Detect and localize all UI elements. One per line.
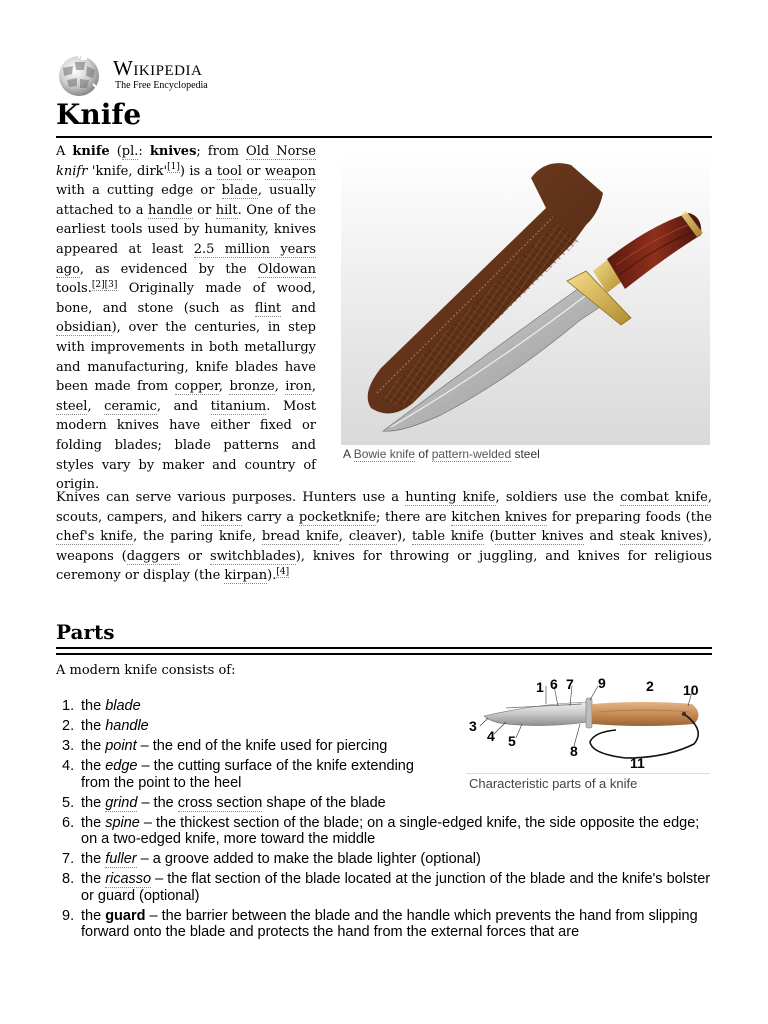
list-item: 3. the point – the end of the knife used for piercing — [62, 738, 388, 754]
list-item: 7. the fuller – a groove added to make the blade lighter (optional) — [62, 851, 481, 867]
link-kirpan[interactable]: kirpan — [224, 568, 268, 584]
citation-3[interactable]: [3] — [104, 279, 118, 290]
list-item: 6. the spine – the thickest section of the blade; on a single-edged knife, the side opposite the edge; on a two-edged knife, more toward the middle — [62, 814, 700, 847]
diagram-label-2: 2 — [646, 678, 654, 694]
link-copper[interactable]: copper — [174, 379, 219, 395]
link-ricasso[interactable]: ricasso — [105, 871, 152, 887]
link-bronze[interactable]: bronze — [229, 379, 275, 395]
link-iron[interactable]: iron — [285, 379, 312, 395]
diagram-label-3: 3 — [469, 718, 477, 734]
wikipedia-globe-icon — [55, 54, 103, 98]
link-table-knife[interactable]: table knife — [411, 529, 484, 545]
list-item: 9. the guard – the barrier between the blade and the handle which prevents the hand from slipping forward onto the blade and protects the hand from the external forces that are — [62, 907, 698, 940]
citation-1[interactable]: [1] — [167, 162, 180, 173]
link-old-norse[interactable]: Old Norse — [246, 144, 316, 159]
diagram-label-8: 8 — [570, 743, 578, 759]
page-title: Knife — [56, 98, 142, 131]
section-divider-bottom — [56, 653, 712, 655]
link-obsidian[interactable]: obsidian — [56, 320, 112, 336]
link-weapon[interactable]: weapon — [264, 163, 316, 179]
link-oldowan[interactable]: Oldowan — [257, 261, 316, 277]
diagram-label-6: 6 — [550, 676, 558, 692]
wordmark: Wikipedia — [113, 56, 203, 80]
link-tool[interactable]: tool — [216, 163, 242, 179]
link-blade[interactable]: blade — [221, 183, 258, 199]
link-cleaver[interactable]: cleaver — [348, 529, 397, 545]
link-steel[interactable]: steel — [56, 398, 88, 414]
parts-intro-text: A modern knife consists of: — [56, 663, 236, 678]
link-pattern-welded[interactable]: pattern-welded — [431, 447, 512, 461]
list-item: 2. the handle — [62, 718, 149, 734]
figure-caption-parts: Characteristic parts of a knife — [469, 776, 638, 791]
link-chefs-knife[interactable]: chef's knife — [56, 529, 134, 545]
diagram-label-4: 4 — [487, 728, 495, 744]
list-item: 8. the ricasso – the flat section of the blade located at the junction of the blade and the knife's bolster or guard (optional) — [62, 871, 711, 904]
link-daggers[interactable]: daggers — [126, 548, 181, 564]
link-steak-knives[interactable]: steak knives — [619, 529, 703, 545]
diagram-label-5: 5 — [508, 733, 516, 749]
link-hilt[interactable]: hilt — [215, 202, 238, 218]
list-item: 4. the edge – the cutting surface of the knife extending from the point to the heel — [62, 758, 414, 791]
title-divider — [56, 136, 712, 138]
bowie-knife-image[interactable] — [341, 153, 710, 445]
figure-caption-bowie: A Bowie knife of pattern-welded steel — [343, 447, 540, 461]
link-titanium[interactable]: titanium — [210, 398, 267, 414]
section-divider-top — [56, 647, 712, 649]
link-butter-knives[interactable]: butter knives — [494, 529, 584, 545]
link-hunting-knife[interactable]: hunting knife — [405, 490, 496, 505]
wikipedia-logo[interactable] — [55, 52, 315, 98]
link-handle[interactable]: handle — [147, 202, 193, 218]
citation-4[interactable]: [4] — [276, 567, 290, 578]
link-cross-section[interactable]: cross section — [177, 794, 263, 811]
link-plural[interactable]: pl. — [121, 144, 139, 159]
list-item: 1. the blade — [62, 698, 141, 714]
link-bowie-knife[interactable]: Bowie knife — [353, 447, 416, 461]
link-flint[interactable]: flint — [254, 300, 282, 316]
link-kitchen-knives[interactable]: kitchen knives — [451, 509, 548, 525]
citation-2[interactable]: [2] — [91, 279, 105, 290]
diagram-label-9: 9 — [598, 675, 606, 691]
link-switchblades[interactable]: switchblades — [209, 548, 296, 564]
link-2-5-million-years[interactable]: 2.5 million years ago — [56, 241, 317, 277]
diagram-label-1: 1 — [536, 679, 544, 695]
link-grind[interactable]: grind — [105, 794, 138, 811]
link-fuller[interactable]: fuller — [105, 851, 137, 867]
parts-list — [56, 698, 712, 944]
link-pocketknife[interactable]: pocketknife — [298, 509, 376, 525]
link-ceramic[interactable]: ceramic — [104, 398, 157, 414]
section-heading-parts: Parts — [56, 620, 115, 644]
link-combat-knife[interactable]: combat knife — [620, 490, 708, 505]
diagram-label-7: 7 — [566, 676, 574, 692]
link-bread-knife[interactable]: bread knife — [261, 529, 339, 545]
list-item: 5. the grind – the cross section shape of the blade — [62, 794, 386, 811]
diagram-label-11: 11 — [630, 755, 645, 771]
intro-paragraph: A knife (pl.: knives; from Old Norse knifr 'knife, dirk'[1]) is a tool or weapon with a cutting edge or blade, usually attached to a handle or hilt. One of the earliest tools used by humanity, knives appeared at least 2.5 million years ago, as evidenced by the Oldowan tools.[2][3] Originally made of wood, bone, and stone (such as flint and obsidian), over the centuries, in step with improvements in both metallurgy and manufacturing, knife blades have been made from copper, bronze, iron, steel, ceramic, and titanium. Most modern knives have either fixed or folding blades; blade patterns and styles vary by maker and country of origin. — [56, 144, 317, 493]
tagline: The Free Encyclopedia — [115, 80, 208, 91]
link-hikers[interactable]: hikers — [201, 509, 243, 525]
diagram-label-10: 10 — [683, 682, 699, 698]
purposes-paragraph: Knives can serve various purposes. Hunters use a hunting knife, soldiers use the combat knife, scouts, campers, and hikers carry a pocketknife; there are kitchen knives for preparing foods (the chef's knife, the paring knife, bread knife, cleaver), table knife (butter knives and steak knives), weapons (daggers or switchblades), knives for throwing or juggling, and knives for religious ceremony or display (the kirpan).[4] — [56, 490, 713, 584]
